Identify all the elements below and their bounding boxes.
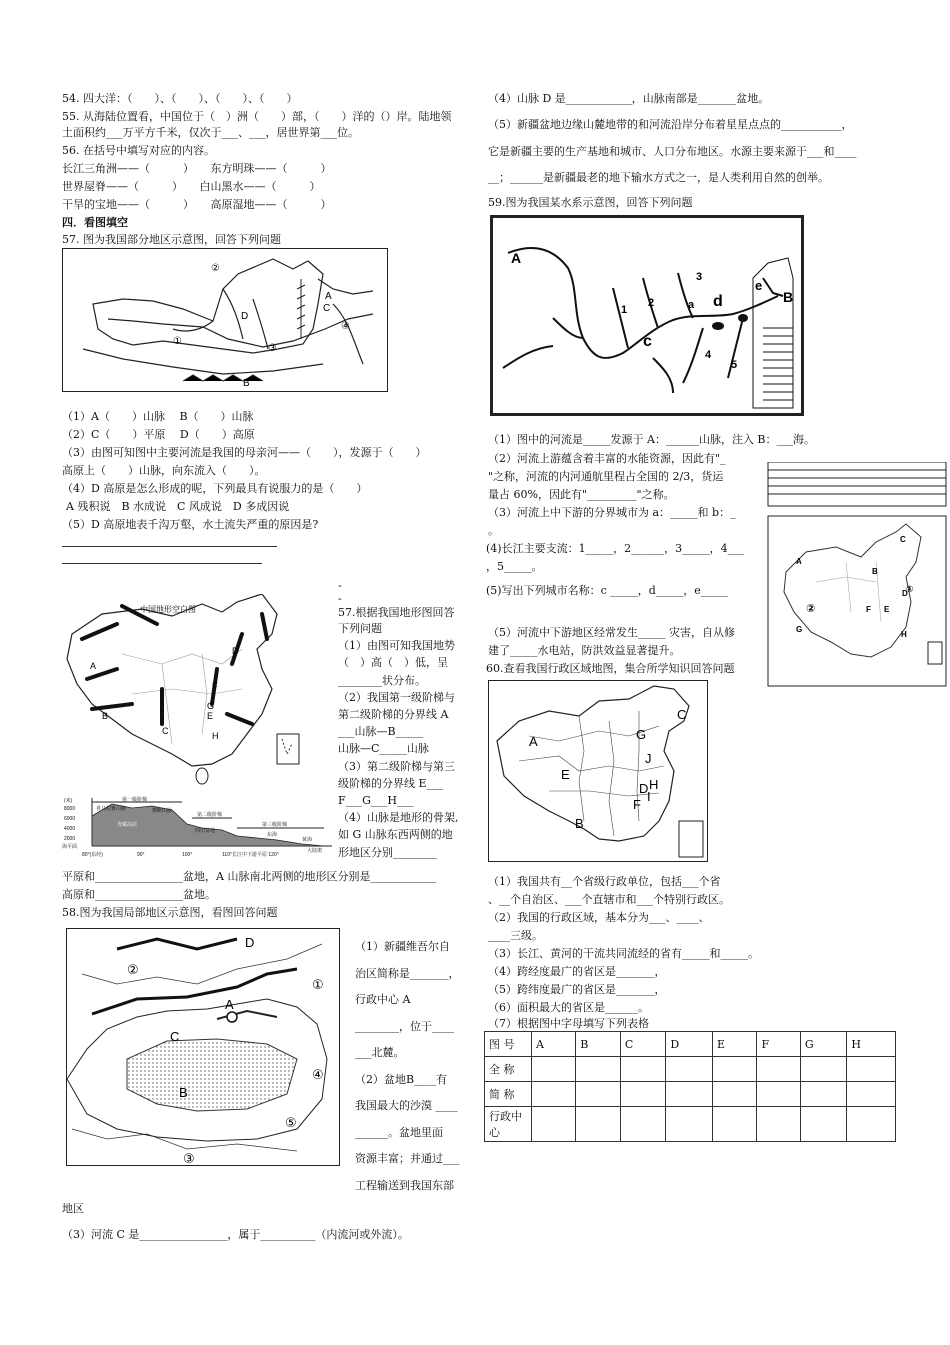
svg-text:D: D xyxy=(639,781,649,796)
q58-4: （4）山脉 D 是____________，山脉南部是_______盆地。 xyxy=(488,92,770,105)
svg-text:A: A xyxy=(511,250,522,266)
svg-text:E: E xyxy=(561,767,570,782)
svg-text:5: 5 xyxy=(731,359,738,371)
q58-line: 资源丰富；并通过___ xyxy=(355,1152,460,1165)
svg-text:黄海: 黄海 xyxy=(302,837,313,843)
q57b-title: 57.根据我国地形图回答 xyxy=(338,606,455,619)
q59-3b: 。 xyxy=(488,524,499,537)
table-row xyxy=(485,1107,896,1142)
svg-text:B: B xyxy=(872,567,878,576)
q60-2a: （2）我国的行政区域，基本分为___、____、 xyxy=(488,911,710,924)
q55-line1: 55. 从海陆位置看，中国位于（ ）洲（ ）部，（ ）洋的（）岸。陆地领 xyxy=(62,110,452,123)
q56-row1: 长江三角洲——（ ） 东方明珠——（ ） xyxy=(62,162,332,175)
svg-text:c: c xyxy=(643,333,652,350)
q58-line: （2）盆地B____有 xyxy=(355,1072,448,1086)
map-china-small xyxy=(766,462,948,688)
svg-text:第二级阶梯: 第二级阶梯 xyxy=(197,812,223,818)
q60-1b: 、__个自治区、___个直辖市和___个特别行政区。 xyxy=(488,893,730,906)
q58-line: 我国最大的沙漠 ____ xyxy=(355,1099,458,1112)
q57-3a: （3）由图可知图中主要河流是我国的母亲河——（ ），发源于（ ） xyxy=(62,446,427,459)
m57-label-2: ② xyxy=(211,263,220,274)
q57b-line: ___山脉—B_____ xyxy=(338,725,424,739)
q58-line: ________，位于____ xyxy=(355,1019,454,1033)
china-map-title: 中国地形空白图 xyxy=(140,605,196,614)
svg-text:80°(东经): 80°(东经) xyxy=(82,852,103,858)
svg-text:C: C xyxy=(677,707,687,722)
q60: 60.查看我国行政区域地图，集合所学知识回答问题 xyxy=(486,662,735,675)
svg-text:E: E xyxy=(884,605,890,614)
m57-label-d: D xyxy=(241,311,249,322)
q57b-line: F___G___H___ xyxy=(338,794,414,807)
svg-text:G: G xyxy=(207,701,215,711)
q58-line: （1）新疆维吾尔自 xyxy=(355,940,450,953)
svg-text:100°: 100° xyxy=(182,852,193,858)
q54: 54. 四大洋：（ ）、（ ）、（ ）、（ ） xyxy=(62,92,298,105)
q59-1: （1）图中的河流是_____发源于 A：______山脉，注入 B：___海。 xyxy=(488,433,816,446)
table-header-cell: D xyxy=(666,1032,713,1057)
q58-5b: 它是新疆主要的生产基地和城市、人口分布地区。水源主要来源于___和____ xyxy=(488,145,857,158)
q60-5: （5）跨纬度最广的省区是_______， xyxy=(488,983,666,996)
terrain-profile xyxy=(62,796,334,858)
section-title: 四．看图填空 xyxy=(62,216,128,229)
svg-text:F: F xyxy=(212,681,218,691)
svg-text:J: J xyxy=(645,751,652,766)
table-header-cell: A xyxy=(532,1032,576,1057)
svg-text:D: D xyxy=(245,935,255,950)
svg-text:G: G xyxy=(796,625,803,634)
q57b-line: 第二级阶梯的分界线 A xyxy=(338,708,449,721)
q57b-line: 下列问题 xyxy=(338,622,382,635)
m57-label-3: ③ xyxy=(268,343,277,354)
svg-text:2000: 2000 xyxy=(64,836,76,842)
m57-label-4: ④ xyxy=(341,321,350,332)
svg-text:C: C xyxy=(170,1029,180,1044)
table-header-cell: 图 号 xyxy=(485,1032,532,1057)
svg-text:6000: 6000 xyxy=(64,816,76,822)
svg-text:第三级阶梯: 第三级阶梯 xyxy=(262,822,288,828)
svg-text:四川盆地: 四川盆地 xyxy=(195,828,216,834)
q57b-line: 如 G 山脉东西两侧的地 xyxy=(338,828,453,842)
svg-text:8000: 8000 xyxy=(64,806,76,812)
q57b-line: （1）由图可知我国地势 xyxy=(338,639,455,653)
svg-text:B: B xyxy=(179,1085,188,1100)
svg-text:④: ④ xyxy=(312,1067,324,1082)
q59-3a: （3）河流上中下游的分界城市为 a：_____和 b：_ xyxy=(488,506,736,519)
svg-text:(米): (米) xyxy=(64,798,73,804)
q56: 56. 在括号中填写对应的内容。 xyxy=(62,144,215,157)
svg-text:大陆架: 大陆架 xyxy=(307,848,323,854)
q60-2b: ____三级。 xyxy=(488,929,543,942)
q57b-line: （4）山脉是地形的骨架, xyxy=(338,811,459,825)
q57b-line: （3）第二级阶梯与第三 xyxy=(338,759,455,773)
svg-text:⑤: ⑤ xyxy=(285,1115,297,1130)
q57-5: （5）D 高原地表千沟万壑，水土流失严重的原因是? xyxy=(62,518,319,531)
svg-text:A: A xyxy=(225,997,234,1012)
q59-4b: ，5_____。 xyxy=(486,560,543,573)
svg-text:I: I xyxy=(647,789,651,804)
svg-text:B: B xyxy=(102,711,109,721)
q57b-tail2: 高原和________________盆地。 xyxy=(62,888,216,901)
svg-text:D: D xyxy=(232,646,239,656)
q60-3: （3）长江、黄河的干流共同流经的省有_____和_____。 xyxy=(488,947,759,960)
svg-text:③: ③ xyxy=(183,1151,195,1165)
q59-6a: （5）河流中下游地区经常发生_____ 灾害，自从修 xyxy=(488,626,735,639)
q58-line: 治区简称是_______， xyxy=(355,966,460,980)
row-label: 行政中心 xyxy=(485,1107,532,1142)
q59-2c: 量占 60%，因此有"_________"之称。 xyxy=(488,488,675,501)
q59-2a: （2）河流上游蕴含着丰富的水能资源，因此有"_ xyxy=(488,452,726,465)
q56-row2: 世界屋脊——（ ） 白山黑水——（ ） xyxy=(62,180,321,193)
answer-line xyxy=(62,546,277,547)
q57-1: （1）A（ ）山脉 B（ ）山脉 xyxy=(62,410,254,423)
q58: 58.图为我国局部地区示意图，看图回答问题 xyxy=(62,906,278,919)
svg-text:②: ② xyxy=(806,603,816,615)
table-header-cell: H xyxy=(847,1032,896,1057)
q55-line2: 土面积约___万平方千米，仅次于___、___，居世界第___位。 xyxy=(62,126,359,139)
m57-label-a: A xyxy=(325,291,332,302)
q57b-line: ________状分布。 xyxy=(338,673,426,687)
province-table xyxy=(484,1031,896,1142)
svg-text:G: G xyxy=(636,727,647,742)
m57-label-b: B xyxy=(243,378,250,389)
table-header-cell: F xyxy=(757,1032,800,1057)
q57: 57. 图为我国部分地区示意图，回答下列问题 xyxy=(62,233,281,246)
map-china-admin xyxy=(488,680,708,862)
svg-text:F: F xyxy=(866,605,871,614)
row-label: 简 称 xyxy=(485,1082,532,1107)
q58-3: （3）河流 C 是________________，属于__________（内流河或外流）。 xyxy=(62,1228,409,1241)
q57b-line: 山脉—C_____山脉 xyxy=(338,742,429,756)
q59-2b: "之称，河流的内河通航里程占全国的 2/3，货运 xyxy=(488,470,724,483)
svg-text:A: A xyxy=(90,661,97,671)
q58-line: 工程输送到我国东部 xyxy=(355,1178,454,1192)
q56-row3: 干旱的宝地——（ ） 高原湿地——（ ） xyxy=(62,198,332,211)
q59-5: (5)写出下列城市名称：c _____，d_____，e_____ xyxy=(486,584,729,597)
m57-label-1: ① xyxy=(173,336,182,347)
map-xinjiang xyxy=(66,928,340,1166)
svg-text:喜马拉雅山脉: 喜马拉雅山脉 xyxy=(96,806,127,812)
table-row xyxy=(485,1057,896,1082)
svg-text:1: 1 xyxy=(621,304,628,316)
svg-text:C: C xyxy=(162,726,169,736)
q57b-line: （2）我国第一级阶梯与 xyxy=(338,690,455,704)
svg-text:D: D xyxy=(902,589,908,598)
svg-text:d: d xyxy=(713,293,723,310)
table-header-cell: G xyxy=(800,1032,846,1057)
q58-line: ___北麓。 xyxy=(355,1046,405,1059)
svg-text:C: C xyxy=(900,535,906,544)
svg-text:A: A xyxy=(796,557,802,566)
q58-5a: （5）新疆盆地边缘山麓地带的和河流沿岸分布着星星点点的___________， xyxy=(488,118,853,131)
q57b-line: （ ）高（ ）低，呈 xyxy=(338,656,448,670)
svg-text:B: B xyxy=(575,816,584,831)
q57b-line: 形地区分别________ xyxy=(338,845,437,859)
m57-label-c: C xyxy=(323,303,331,314)
q57-2: （2）C（ ）平原 D（ ）高原 xyxy=(62,428,255,441)
svg-text:a: a xyxy=(688,299,695,311)
answer-line xyxy=(62,563,262,564)
svg-text:H: H xyxy=(901,630,907,639)
svg-text:90°: 90° xyxy=(137,852,145,858)
q59: 59.图为我国某水系示意图，回答下列问题 xyxy=(488,196,693,209)
table-header-cell: E xyxy=(712,1032,756,1057)
q57-3b: 高原上（ ）山脉，向东流入（ ）。 xyxy=(62,464,266,477)
table-header-row xyxy=(485,1032,896,1057)
map-yangtze xyxy=(490,215,804,416)
svg-text:东海: 东海 xyxy=(267,832,278,838)
q58-line: 行政中心 A xyxy=(355,993,411,1006)
q59-4a: (4)长江主要支流：1_____，2______，3_____，4___ xyxy=(486,542,745,555)
svg-text:e: e xyxy=(755,278,763,293)
svg-text:青藏高原: 青藏高原 xyxy=(117,822,138,828)
svg-text:A: A xyxy=(529,734,538,749)
svg-text:B: B xyxy=(783,289,794,305)
q57b-line: 级阶梯的分界线 E___ xyxy=(338,776,444,790)
q59-6b: 建了_____水电站，防洪效益显著提升。 xyxy=(488,644,681,657)
svg-text:横断山脉: 横断山脉 xyxy=(152,808,173,814)
row-label: 全 称 xyxy=(485,1057,532,1082)
q57b-tail1: 平原和________________盆地，A 山脉南北两侧的地形区分别是____________ xyxy=(62,870,437,883)
svg-text:4000: 4000 xyxy=(64,826,76,832)
svg-text:4: 4 xyxy=(705,349,712,361)
svg-text:第一级阶梯: 第一级阶梯 xyxy=(122,797,148,803)
svg-text:2: 2 xyxy=(648,297,655,309)
svg-text:H: H xyxy=(212,731,219,741)
table-header-cell: C xyxy=(620,1032,666,1057)
svg-text:3: 3 xyxy=(696,271,703,283)
q58-tail: 地区 xyxy=(62,1202,84,1215)
svg-text:F: F xyxy=(633,797,641,812)
svg-text:海平面: 海平面 xyxy=(62,844,78,850)
q58-5c: __；______是新疆最老的地下输水方式之一，是人类利用自然的创举。 xyxy=(488,171,829,184)
q60-7: （7）根据图中字母填写下列表格 xyxy=(488,1017,649,1030)
q57-4: （4）D 高原是怎么形成的呢，下列最具有说服力的是（ ） xyxy=(62,482,368,495)
q60-6: （6）面积最大的省区是______。 xyxy=(488,1001,649,1014)
china-terrain-map xyxy=(62,594,334,792)
svg-text:H: H xyxy=(649,777,659,792)
q58-line: ______。盆地里面 xyxy=(355,1125,443,1139)
table-header-cell: B xyxy=(576,1032,621,1057)
svg-text:①: ① xyxy=(906,584,914,594)
q60-1a: （1）我国共有__个省级行政单位，包括___个省 xyxy=(488,875,721,888)
svg-text:E: E xyxy=(207,711,214,721)
q57-4-options: A 残积说 B 水成说 C 风成说 D 多成因说 xyxy=(66,500,290,513)
svg-text:110°长江中下游平原 120°: 110°长江中下游平原 120° xyxy=(222,852,279,858)
q60-4: （4）跨经度最广的省区是_______， xyxy=(488,965,666,978)
table-row xyxy=(485,1082,896,1107)
svg-text:①: ① xyxy=(312,977,324,992)
svg-text:②: ② xyxy=(127,962,139,977)
map-loess-plateau xyxy=(62,248,388,392)
